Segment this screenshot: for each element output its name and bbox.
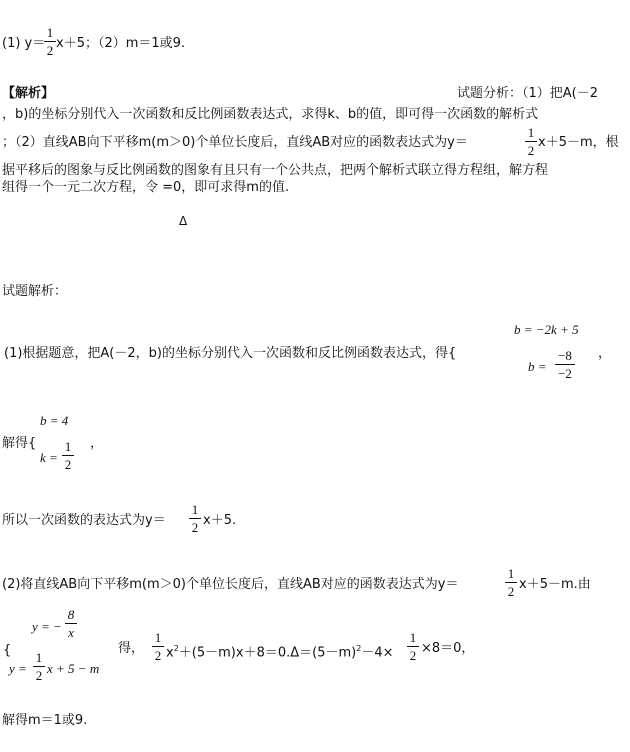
s2-eq2-left: k = xyxy=(40,450,58,465)
answer-part1: (1) y＝ xyxy=(2,36,46,51)
analysis-heading: 【解析】 xyxy=(2,86,55,101)
s2-eq1: b = 4 xyxy=(40,413,69,428)
s3-denominator: 2 xyxy=(191,520,199,535)
s1-eq2-left: b = xyxy=(528,359,547,374)
solution-label: 试题解析： xyxy=(2,284,68,299)
analysis-line-2: ，b)的坐标分别代入一次函数和反比例函数表达式，求得k、b的值，即可得一次函数的解析式 xyxy=(2,107,539,122)
fraction-bar xyxy=(505,582,517,583)
s5-eq1-denominator: x xyxy=(68,625,74,640)
fraction-bar xyxy=(62,455,74,456)
fraction-bar xyxy=(65,623,77,624)
s4-numerator: 1 xyxy=(507,566,515,581)
s4-text-b: x＋5－m.由 xyxy=(519,577,591,592)
analysis-line-3a: ；（2）直线AB向下平移m(m＞0)个单位长度后，直线AB对应的函数表达式为y＝ xyxy=(2,135,468,150)
s5-end: ×8＝0， xyxy=(421,641,475,656)
s3-fraction xyxy=(189,502,201,535)
analysis-line-5: 组得一个一元二次方程，令 =0，即可求得m的值. xyxy=(2,180,290,195)
answer-fraction-denominator: 2 xyxy=(46,43,54,58)
answer-fraction xyxy=(44,25,56,58)
s3-text-a: 所以一次函数的表达式为y＝ xyxy=(2,513,166,528)
s5-fraction-1 xyxy=(152,630,164,663)
s5-fraction-2-numerator: 1 xyxy=(409,630,417,645)
s1-eq2-fraction xyxy=(555,348,575,381)
analysis-fraction-numerator: 1 xyxy=(527,125,535,140)
s2-comma: ， xyxy=(90,436,104,451)
analysis-fraction xyxy=(525,125,537,158)
s5-fraction-2-denominator: 2 xyxy=(409,648,417,663)
s5-x: x xyxy=(166,645,174,661)
s5-eq2-denominator: 2 xyxy=(35,668,43,683)
s4-fraction xyxy=(505,566,517,599)
analysis-intro-label: 试题分析：（1）把A(－2 xyxy=(457,86,599,101)
s5-fraction-1-numerator: 1 xyxy=(154,630,162,645)
answer-part2: x＋5；（2）m＝1或9. xyxy=(56,36,186,51)
answer-fraction-numerator: 1 xyxy=(46,25,54,40)
s5-middle: ＋(5－m)x＋8＝0.Δ＝(5－m) xyxy=(178,645,357,661)
s5-eq2-right: x + 5 − m xyxy=(47,661,100,676)
s5-eq2-numerator: 1 xyxy=(35,650,43,665)
s5-eq1-numerator: 8 xyxy=(67,607,75,622)
analysis-line-3b: x＋5－m，根 xyxy=(538,135,619,150)
s5-eq1-fraction xyxy=(65,607,77,640)
s4-text-a: (2)将直线AB向下平移m(m＞0)个单位长度后，直线AB对应的函数表达式为y＝ xyxy=(2,577,459,592)
s5-superscript-2: 2 xyxy=(356,644,362,653)
fraction-bar xyxy=(152,646,164,647)
s5-minus-four: －4× xyxy=(361,645,394,661)
s5-brace: { xyxy=(3,643,12,658)
s5-eq1-left: y = − xyxy=(32,619,62,634)
delta-symbol: Δ xyxy=(179,214,188,228)
fraction-bar xyxy=(44,41,56,42)
s5-eq2-left: y = xyxy=(9,661,27,676)
s4-denominator: 2 xyxy=(507,584,515,599)
s5-de: 得， xyxy=(118,641,145,656)
s1-eq2-denominator: −2 xyxy=(558,366,572,381)
s5-superscript: 2 xyxy=(173,644,179,653)
analysis-fraction-denominator: 2 xyxy=(527,143,535,158)
analysis-line-4: 据平移后的图象与反比例函数的图象有且只有一个公共点，把两个解析式联立得方程组，解方程 xyxy=(2,163,549,178)
s1-comma: ， xyxy=(598,346,612,361)
s1-eq1: b = −2k + 5 xyxy=(514,322,579,337)
s2-text: 解得{ xyxy=(2,436,37,451)
fraction-bar xyxy=(189,518,201,519)
s3-text-b: x＋5. xyxy=(203,513,237,528)
fraction-bar xyxy=(407,646,419,647)
s5-fraction-2 xyxy=(407,630,419,663)
fraction-bar xyxy=(33,666,45,667)
s2-eq2-denominator: 2 xyxy=(64,457,72,472)
s5-fraction-1-denominator: 2 xyxy=(154,648,162,663)
s2-eq2-numerator: 1 xyxy=(64,439,72,454)
s5-eq2-fraction xyxy=(33,650,45,683)
s5-equation xyxy=(166,641,393,661)
s3-numerator: 1 xyxy=(191,502,199,517)
s1-text: (1)根据题意，把A(－2，b)的坐标分别代入一次函数和反比例函数表达式，得{ xyxy=(4,346,457,361)
s6-result: 解得m＝1或9. xyxy=(2,713,88,728)
fraction-bar xyxy=(525,141,537,142)
s2-eq2-fraction xyxy=(62,439,74,472)
s1-eq2-numerator: −8 xyxy=(558,348,572,363)
fraction-bar xyxy=(555,364,575,365)
